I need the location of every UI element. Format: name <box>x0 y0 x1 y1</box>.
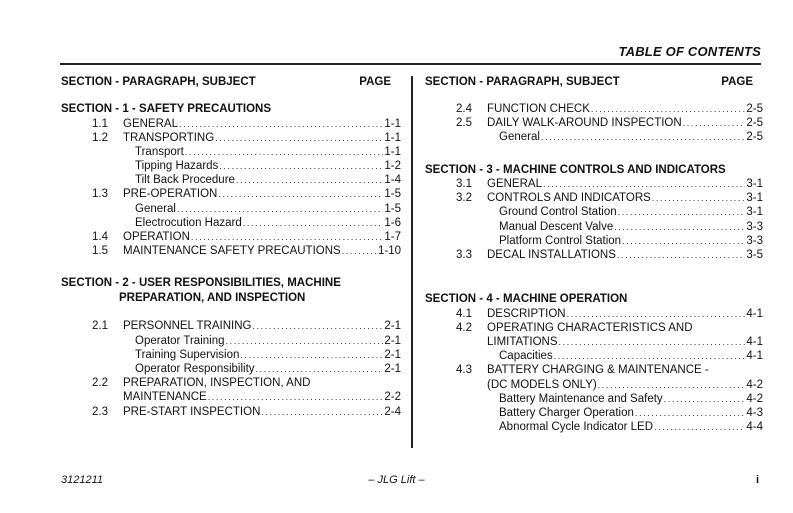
toc-entry-page: 2-1 <box>384 320 401 333</box>
footer-doc-number: 3121211 <box>61 474 104 486</box>
column-header-label: SECTION - PARAGRAPH, SUBJECT <box>61 76 256 88</box>
dot-leader <box>567 307 746 321</box>
toc-entry-page: 4-4 <box>746 421 763 434</box>
toc-entry-number: 3.3 <box>456 249 472 261</box>
toc-entry-page: 1-4 <box>384 174 401 187</box>
section-2-entries <box>61 319 401 418</box>
toc-entry-page: 2-5 <box>746 103 763 115</box>
toc-entry-title: Electrocution Hazard <box>135 216 242 229</box>
toc-entry-title: LIMITATIONS <box>487 336 558 349</box>
section-2-title <box>61 276 401 305</box>
toc-entry-page: 2-2 <box>384 391 401 404</box>
toc-entry[interactable] <box>425 420 763 434</box>
toc-entry-title: MAINTENANCE SAFETY PRECAUTIONS <box>123 245 341 258</box>
dot-leader <box>240 348 383 362</box>
toc-entry-title: MAINTENANCE <box>123 391 207 404</box>
dot-leader <box>218 187 383 201</box>
toc-entry-number: 1.1 <box>92 117 108 130</box>
right-column <box>425 75 763 434</box>
toc-entry-page: 1-7 <box>384 231 401 243</box>
toc-entry-title: Battery Charger Operation <box>499 407 634 419</box>
toc-entry-title: Manual Descent Valve <box>499 220 614 233</box>
dot-leader <box>256 362 384 376</box>
dot-leader <box>261 405 383 419</box>
toc-entry-title: GENERAL <box>123 117 178 130</box>
dot-leader <box>208 390 384 404</box>
toc-entry-page: 3-1 <box>746 178 763 191</box>
section-1-title: SECTION - 1 - SAFETY PRECAUTIONS <box>61 103 272 115</box>
toc-entry-title: Tipping Hazards <box>135 160 219 173</box>
toc-entry-number: 4.2 <box>456 321 472 334</box>
toc-entry[interactable] <box>425 130 763 144</box>
toc-entry-page: 4-1 <box>746 307 763 320</box>
dot-leader <box>543 177 745 191</box>
column-divider <box>411 76 413 448</box>
toc-entry[interactable] <box>61 334 401 348</box>
toc-entry-page: 2-1 <box>384 348 401 361</box>
section-2-title-line2: PREPARATION, AND INSPECTION <box>119 291 306 304</box>
section-4-title: SECTION - 4 - MACHINE OPERATION <box>425 293 628 306</box>
toc-entry-number: 2.4 <box>456 103 472 115</box>
toc-entry-page: 3-1 <box>746 192 763 205</box>
toc-entry-title: PRE-OPERATION <box>123 188 218 201</box>
toc-entry[interactable] <box>61 348 401 362</box>
dot-leader <box>236 173 383 187</box>
toc-entry-page: 2-4 <box>384 405 401 418</box>
page-title: TABLE OF CONTENTS <box>618 44 761 59</box>
toc-entry-number: 3.2 <box>456 192 472 205</box>
toc-entry-page: 1-1 <box>384 117 401 130</box>
toc-entry-page: 1-1 <box>384 145 401 158</box>
toc-entry-page: 3-3 <box>746 234 763 247</box>
toc-entry-page: 4-1 <box>746 336 763 349</box>
toc-entry-page: 2-5 <box>746 117 763 130</box>
toc-entry[interactable] <box>61 173 401 187</box>
dot-leader <box>554 349 746 363</box>
toc-entry[interactable] <box>61 405 401 419</box>
toc-entry-number: 1.2 <box>92 131 108 144</box>
toc-entry-page: 1-1 <box>384 131 401 144</box>
toc-entry[interactable] <box>61 230 401 244</box>
toc-entry-title: Platform Control Station <box>499 234 622 247</box>
toc-entry[interactable] <box>61 362 401 376</box>
toc-entry-title: PRE-START INSPECTION <box>123 405 261 418</box>
toc-entry-page: 1-6 <box>384 216 401 229</box>
toc-entry-number: 1.3 <box>92 188 108 201</box>
toc-entry-page: 2-1 <box>384 334 401 347</box>
column-header-page: PAGE <box>359 76 391 88</box>
toc-entry[interactable] <box>425 234 763 248</box>
toc-entry[interactable] <box>61 216 401 230</box>
toc-entry[interactable] <box>61 131 401 145</box>
toc-entry[interactable] <box>61 117 401 131</box>
column-header <box>61 75 401 89</box>
toc-entry-title: DESCRIPTION <box>487 307 566 320</box>
toc-entry[interactable] <box>61 145 401 159</box>
toc-entry-number: 4.1 <box>456 307 472 320</box>
toc-entry[interactable] <box>61 376 401 390</box>
toc-entry-page: 3-1 <box>746 206 763 219</box>
toc-entry-number: 2.5 <box>456 117 472 130</box>
section-2-continued-entries <box>425 102 763 145</box>
toc-entry[interactable] <box>425 378 763 392</box>
section-1-entries <box>61 117 401 259</box>
dot-leader <box>252 319 383 333</box>
toc-entry[interactable] <box>61 187 401 201</box>
toc-entry[interactable] <box>425 205 763 219</box>
footer-page-number: i <box>755 474 759 486</box>
toc-entry[interactable] <box>425 349 763 363</box>
toc-entry-number: 3.1 <box>456 178 472 191</box>
toc-entry-title: (DC MODELS ONLY) <box>487 378 597 391</box>
toc-entry-title: BATTERY CHARGING & MAINTENANCE - <box>487 364 709 377</box>
toc-entry[interactable] <box>425 220 763 234</box>
column-header-label-right: SECTION - PARAGRAPH, SUBJECT <box>425 76 620 88</box>
dot-leader <box>635 406 746 420</box>
toc-entry-page: 1-5 <box>384 202 401 215</box>
toc-entry-title: Ground Control Station <box>499 206 617 219</box>
dot-leader <box>342 244 377 258</box>
section-4-entries <box>425 307 763 435</box>
toc-entry-page: 2-1 <box>384 362 401 375</box>
toc-entry-number: 2.2 <box>92 377 108 390</box>
toc-entry[interactable] <box>61 319 401 333</box>
toc-entry[interactable] <box>425 116 763 130</box>
column-header-page-right: PAGE <box>721 76 753 88</box>
dot-leader <box>226 334 384 348</box>
section-3-entries <box>425 177 763 262</box>
toc-entry-number: 2.1 <box>92 320 108 333</box>
toc-entry-title: Battery Maintenance and Safety <box>499 392 663 405</box>
toc-entry[interactable] <box>425 191 763 205</box>
toc-entry-title: PERSONNEL TRAINING <box>123 320 252 333</box>
toc-entry-title: Capacities <box>499 350 553 363</box>
toc-entry[interactable] <box>425 363 763 377</box>
dot-leader <box>598 378 746 392</box>
column-header-right <box>425 75 763 89</box>
dot-leader <box>622 234 745 248</box>
toc-entry-page: 1-2 <box>384 160 401 173</box>
toc-entry-page: 2-5 <box>746 131 763 144</box>
toc-entry-title: General <box>499 131 540 144</box>
toc-entry-title: CONTROLS AND INDICATORS <box>487 192 651 205</box>
dot-leader <box>617 248 745 262</box>
toc-entry-title: FUNCTION CHECK <box>487 103 590 115</box>
toc-entry-title: Transport <box>135 145 184 158</box>
toc-entry-page: 4-2 <box>746 378 763 391</box>
header-rule <box>60 63 761 65</box>
toc-entry-title: DAILY WALK-AROUND INSPECTION <box>487 117 682 130</box>
toc-entry[interactable] <box>425 102 763 116</box>
toc-entry-title: GENERAL <box>487 178 542 191</box>
dot-leader <box>185 145 384 159</box>
toc-entry-page: 1-10 <box>377 245 401 258</box>
dot-leader <box>618 205 746 219</box>
toc-entry[interactable] <box>425 307 763 321</box>
dot-leader <box>559 335 746 349</box>
dot-leader <box>215 131 383 145</box>
toc-entry[interactable] <box>425 392 763 406</box>
toc-entry-title: Abnormal Cycle Indicator LED <box>499 421 654 434</box>
toc-entry[interactable] <box>425 248 763 262</box>
section-2-title-line1: SECTION - 2 - USER RESPONSIBILITIES, MACHINE <box>61 277 341 290</box>
toc-entry-title: DECAL INSTALLATIONS <box>487 249 616 261</box>
toc-entry-title: General <box>135 202 176 215</box>
footer-brand: – JLG Lift – <box>368 474 425 486</box>
toc-entry[interactable] <box>425 335 763 349</box>
toc-entry-page: 3-5 <box>746 249 763 261</box>
dot-leader <box>191 230 383 244</box>
toc-entry[interactable] <box>61 159 401 173</box>
dot-leader <box>652 191 746 205</box>
dot-leader <box>664 392 746 406</box>
toc-entry-title: Tilt Back Procedure <box>135 174 235 187</box>
toc-entry-page: 4-1 <box>746 350 763 363</box>
dot-leader <box>654 420 745 434</box>
toc-entry-number: 1.5 <box>92 245 108 258</box>
toc-entry[interactable] <box>61 244 401 258</box>
toc-entry-number: 1.4 <box>92 231 108 243</box>
dot-leader <box>219 159 383 173</box>
toc-entry-title: OPERATING CHARACTERISTICS AND <box>487 321 693 334</box>
toc-entry[interactable] <box>61 390 401 404</box>
toc-entry-title: Training Supervision <box>135 348 240 361</box>
toc-entry-page: 1-5 <box>384 188 401 201</box>
toc-entry-title: TRANSPORTING <box>123 131 215 144</box>
dot-leader <box>614 220 745 234</box>
toc-entry-page: 3-3 <box>746 220 763 233</box>
section-3-title: SECTION - 3 - MACHINE CONTROLS AND INDICATORS <box>425 163 726 176</box>
toc-entry-number: 2.3 <box>92 405 108 418</box>
toc-entry[interactable] <box>425 406 763 420</box>
toc-entry-page: 4-2 <box>746 392 763 405</box>
dot-leader <box>177 202 383 216</box>
dot-leader <box>179 117 383 131</box>
toc-entry-title: Operator Responsibility <box>135 362 255 375</box>
toc-entry[interactable] <box>425 177 763 191</box>
toc-entry-number: 4.3 <box>456 364 472 377</box>
toc-entry[interactable] <box>61 202 401 216</box>
left-column <box>61 75 401 419</box>
dot-leader <box>591 102 746 116</box>
toc-entry-title: Operator Training <box>135 334 225 347</box>
dot-leader <box>243 216 384 230</box>
dot-leader <box>683 116 746 130</box>
dot-leader <box>541 130 745 144</box>
toc-entry-title: OPERATION <box>123 231 190 243</box>
toc-entry[interactable] <box>425 321 763 335</box>
toc-entry-title: PREPARATION, INSPECTION, AND <box>123 377 311 390</box>
toc-entry-page: 4-3 <box>746 407 763 419</box>
